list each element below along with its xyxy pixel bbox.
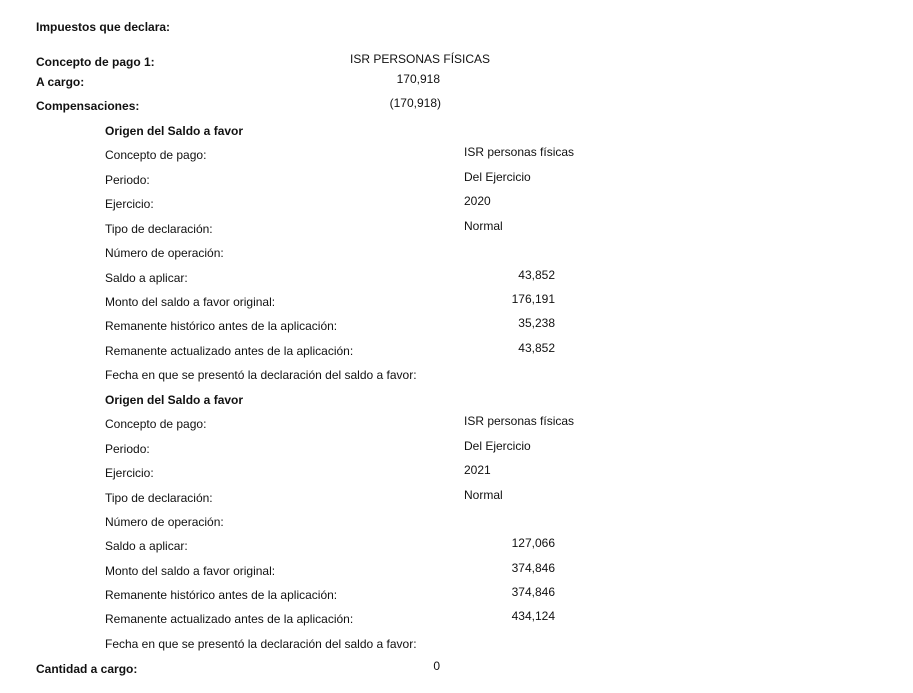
tipo-declaracion-label: Tipo de declaración: bbox=[105, 222, 213, 236]
concepto-row bbox=[0, 145, 913, 162]
tipo-declaracion-value: Normal bbox=[464, 488, 503, 502]
concepto-label: Concepto de pago: bbox=[105, 417, 207, 431]
periodo-row bbox=[0, 439, 913, 456]
section-title: Impuestos que declara: bbox=[36, 20, 171, 34]
origen-title-row bbox=[0, 393, 913, 407]
concepto-value: ISR personas físicas bbox=[464, 145, 575, 159]
concepto-pago-value: ISR PERSONAS FÍSICAS bbox=[350, 52, 491, 66]
remanente-actualizado-value: 43,852 bbox=[518, 341, 555, 355]
numero-operacion-row bbox=[0, 246, 913, 260]
ejercicio-row bbox=[0, 463, 913, 480]
saldo-aplicar-value: 127,066 bbox=[511, 536, 555, 550]
periodo-value: Del Ejercicio bbox=[464, 439, 531, 453]
remanente-historico-value: 35,238 bbox=[518, 316, 555, 330]
tipo-declaracion-row bbox=[0, 219, 913, 236]
remanente-actualizado-label: Remanente actualizado antes de la aplicación: bbox=[105, 344, 354, 358]
ejercicio-value: 2021 bbox=[464, 463, 491, 477]
periodo-label: Periodo: bbox=[105, 173, 150, 187]
saldo-aplicar-row bbox=[0, 268, 913, 285]
remanente-actualizado-value: 434,124 bbox=[511, 609, 555, 623]
ejercicio-label: Ejercicio: bbox=[105, 197, 154, 211]
tipo-declaracion-value: Normal bbox=[464, 219, 503, 233]
numero-operacion-label: Número de operación: bbox=[105, 246, 224, 260]
periodo-value: Del Ejercicio bbox=[464, 170, 531, 184]
concepto-label: Concepto de pago: bbox=[105, 148, 207, 162]
monto-original-label: Monto del saldo a favor original: bbox=[105, 295, 276, 309]
tipo-declaracion-label: Tipo de declaración: bbox=[105, 491, 213, 505]
remanente-actualizado-label: Remanente actualizado antes de la aplicación: bbox=[105, 612, 354, 626]
saldo-aplicar-value: 43,852 bbox=[518, 268, 555, 282]
origen-title: Origen del Saldo a favor bbox=[105, 124, 244, 138]
monto-original-row bbox=[0, 561, 913, 578]
cantidad-a-cargo-label: Cantidad a cargo: bbox=[36, 662, 138, 676]
numero-operacion-label: Número de operación: bbox=[105, 515, 224, 529]
saldo-aplicar-label: Saldo a aplicar: bbox=[105, 271, 188, 285]
periodo-row bbox=[0, 170, 913, 187]
remanente-historico-row bbox=[0, 316, 913, 333]
fecha-presentacion-label: Fecha en que se presentó la declaración del saldo a favor: bbox=[105, 637, 417, 651]
remanente-historico-label: Remanente histórico antes de la aplicación: bbox=[105, 588, 338, 602]
compensaciones-value: (170,918) bbox=[389, 96, 441, 110]
remanente-historico-value: 374,846 bbox=[511, 585, 555, 599]
a-cargo-value: 170,918 bbox=[396, 72, 440, 86]
tipo-declaracion-row bbox=[0, 488, 913, 505]
a-cargo-row bbox=[0, 72, 913, 89]
compensaciones-row bbox=[0, 96, 913, 113]
concepto-pago-label: Concepto de pago 1: bbox=[36, 55, 155, 69]
remanente-actualizado-row bbox=[0, 609, 913, 626]
remanente-historico-row bbox=[0, 585, 913, 602]
monto-original-value: 374,846 bbox=[511, 561, 555, 575]
concepto-row bbox=[0, 414, 913, 431]
monto-original-value: 176,191 bbox=[511, 292, 555, 306]
saldo-aplicar-label: Saldo a aplicar: bbox=[105, 539, 188, 553]
monto-original-row bbox=[0, 292, 913, 309]
a-cargo-label: A cargo: bbox=[36, 75, 85, 89]
ejercicio-row bbox=[0, 194, 913, 211]
section-title-row bbox=[0, 20, 913, 34]
compensaciones-label: Compensaciones: bbox=[36, 99, 140, 113]
cantidad-a-cargo-row bbox=[0, 659, 913, 676]
periodo-label: Periodo: bbox=[105, 442, 150, 456]
saldo-aplicar-row bbox=[0, 536, 913, 553]
fecha-presentacion-row bbox=[0, 368, 913, 382]
ejercicio-value: 2020 bbox=[464, 194, 491, 208]
origen-title-row bbox=[0, 124, 913, 138]
cantidad-a-cargo-value: 0 bbox=[433, 659, 440, 673]
fecha-presentacion-row bbox=[0, 637, 913, 651]
monto-original-label: Monto del saldo a favor original: bbox=[105, 564, 276, 578]
concepto-pago-row bbox=[0, 52, 913, 69]
concepto-value: ISR personas físicas bbox=[464, 414, 575, 428]
numero-operacion-row bbox=[0, 515, 913, 529]
origen-title: Origen del Saldo a favor bbox=[105, 393, 244, 407]
fecha-presentacion-label: Fecha en que se presentó la declaración del saldo a favor: bbox=[105, 368, 417, 382]
remanente-historico-label: Remanente histórico antes de la aplicación: bbox=[105, 319, 338, 333]
remanente-actualizado-row bbox=[0, 341, 913, 358]
ejercicio-label: Ejercicio: bbox=[105, 466, 154, 480]
